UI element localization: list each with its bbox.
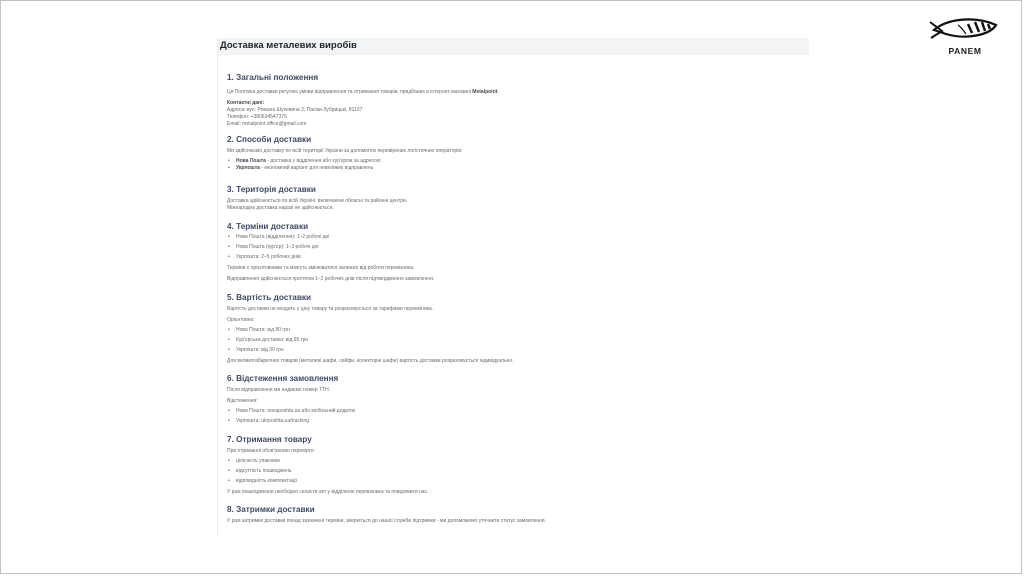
section-text: Доставка здійснюється по всій Україні, включаючи обласні та районні центри. bbox=[227, 198, 408, 204]
list-item: • Укрпошта: 2–5 робочих днів bbox=[227, 254, 802, 261]
section-text: Терміни є орієнтовними та можуть змінюватися залежно від роботи перевізника. bbox=[227, 265, 415, 271]
fish-logo-icon bbox=[928, 16, 1002, 46]
section-heading: 6. Відстеження замовлення bbox=[227, 374, 339, 383]
delivery-terms-list bbox=[227, 234, 802, 261]
section-heading: 1. Загальні положення bbox=[227, 73, 319, 82]
section-text: Після відправлення ми надаємо номер ТТН. bbox=[227, 387, 331, 393]
intro-prefix: Ця Політика доставки регулює умови відправлення та отримання товарів, придбаних в інтернет-магазині bbox=[227, 89, 473, 95]
section-delivery-terms bbox=[227, 221, 802, 283]
carrier-name: Нова Пошта bbox=[236, 158, 266, 164]
carrier-name: Укрпошта bbox=[236, 165, 260, 171]
list-item bbox=[227, 158, 802, 165]
section-text bbox=[227, 89, 802, 96]
contacts-label: Контактні дані: bbox=[227, 100, 265, 106]
section-tracking bbox=[227, 373, 802, 425]
section-heading: 8. Затримки доставки bbox=[227, 505, 315, 514]
section-text: У разі пошкодження необхідно скласти акт у відділенні перевізника та повідомити нас. bbox=[227, 489, 429, 495]
delivery-cost-list bbox=[227, 327, 802, 354]
section-text: Орієнтовно: bbox=[227, 317, 255, 323]
section-delays bbox=[227, 504, 802, 525]
panem-logo bbox=[928, 16, 1002, 60]
section-heading: 3. Територія доставки bbox=[227, 185, 316, 194]
list-item: • цілісність упаковки bbox=[227, 458, 802, 465]
document-page bbox=[217, 38, 809, 536]
tracking-list bbox=[227, 408, 802, 425]
section-territory bbox=[227, 184, 802, 212]
intro-suffix: . bbox=[497, 89, 499, 95]
section-heading: 7. Отримання товару bbox=[227, 435, 312, 444]
section-text: У разі затримки доставки понад зазначені терміни, зверніться до нашої служби підтримки - ми допоможемо уточнити статус замовлення. bbox=[227, 518, 547, 524]
carrier-desc: - економний варіант для невеликих відправлень bbox=[259, 165, 374, 171]
contact-email: Email: metalpoint.office@gmail.com bbox=[227, 121, 307, 127]
list-item: • відповідність комплектації bbox=[227, 478, 802, 485]
section-heading: 5. Вартість доставки bbox=[227, 293, 311, 302]
list-item: • Нова Пошта: від 80 грн bbox=[227, 327, 802, 334]
page-title: Доставка металевих виробів bbox=[220, 40, 357, 51]
list-item: • Укрпошта: від 30 грн bbox=[227, 347, 802, 354]
receiving-checklist bbox=[227, 458, 802, 485]
section-text: Відстеження: bbox=[227, 398, 258, 404]
section-text: Вартість доставки не входить у ціну товару та розраховується за тарифами перевізника. bbox=[227, 306, 434, 312]
list-item: • відсутність пошкоджень bbox=[227, 468, 802, 475]
section-text: Для великогабаритних товарів (металеві шафи, сейфи, колекторні шафи) вартість доставки розраховується індивідуально. bbox=[227, 358, 514, 364]
section-delivery-cost bbox=[227, 292, 802, 365]
brand-name: Metalpoint bbox=[472, 89, 498, 95]
section-heading: 2. Способи доставки bbox=[227, 135, 312, 144]
logo-text: PANEM bbox=[948, 46, 982, 56]
section-heading: 4. Терміни доставки bbox=[227, 222, 309, 231]
list-item: • Укрпошта: ukrposhta.ua/tracking bbox=[227, 418, 802, 425]
section-delivery-methods bbox=[227, 134, 802, 172]
section-text: Міжнародна доставка наразі не здійснюється. bbox=[227, 205, 334, 211]
list-item: • Нова Пошта (кур'єр): 1–3 робочі дні bbox=[227, 244, 802, 251]
section-text: Відправлення здійснюється протягом 1–2 робочих днів після підтвердження замовлення. bbox=[227, 276, 435, 282]
list-item bbox=[227, 165, 802, 172]
contact-address: Адреса: вул. Романа Шухевича 2, Пасіки-Зубрицькі, 81137 bbox=[227, 107, 363, 113]
list-item: • Нова Пошта: novaposhta.ua або мобільний додаток bbox=[227, 408, 802, 415]
carrier-desc: - доставка у відділення або кур'єром за адресою bbox=[265, 158, 381, 164]
section-text: При отриманні обов'язково перевірте: bbox=[227, 448, 316, 454]
contact-phone: Телефон: +380634547375 bbox=[227, 114, 287, 120]
list-item: • Кур'єрська доставка: від 95 грн bbox=[227, 337, 802, 344]
section-text: Ми здійснюємо доставку по всій території України за допомогою перевірених логістичних операторів: bbox=[227, 148, 463, 154]
section-general bbox=[227, 72, 802, 128]
list-item: • Нова Пошта (відділення): 1–2 робочі дні bbox=[227, 234, 802, 241]
title-bar bbox=[218, 38, 809, 55]
section-receiving bbox=[227, 434, 802, 496]
delivery-methods-list bbox=[227, 158, 802, 172]
